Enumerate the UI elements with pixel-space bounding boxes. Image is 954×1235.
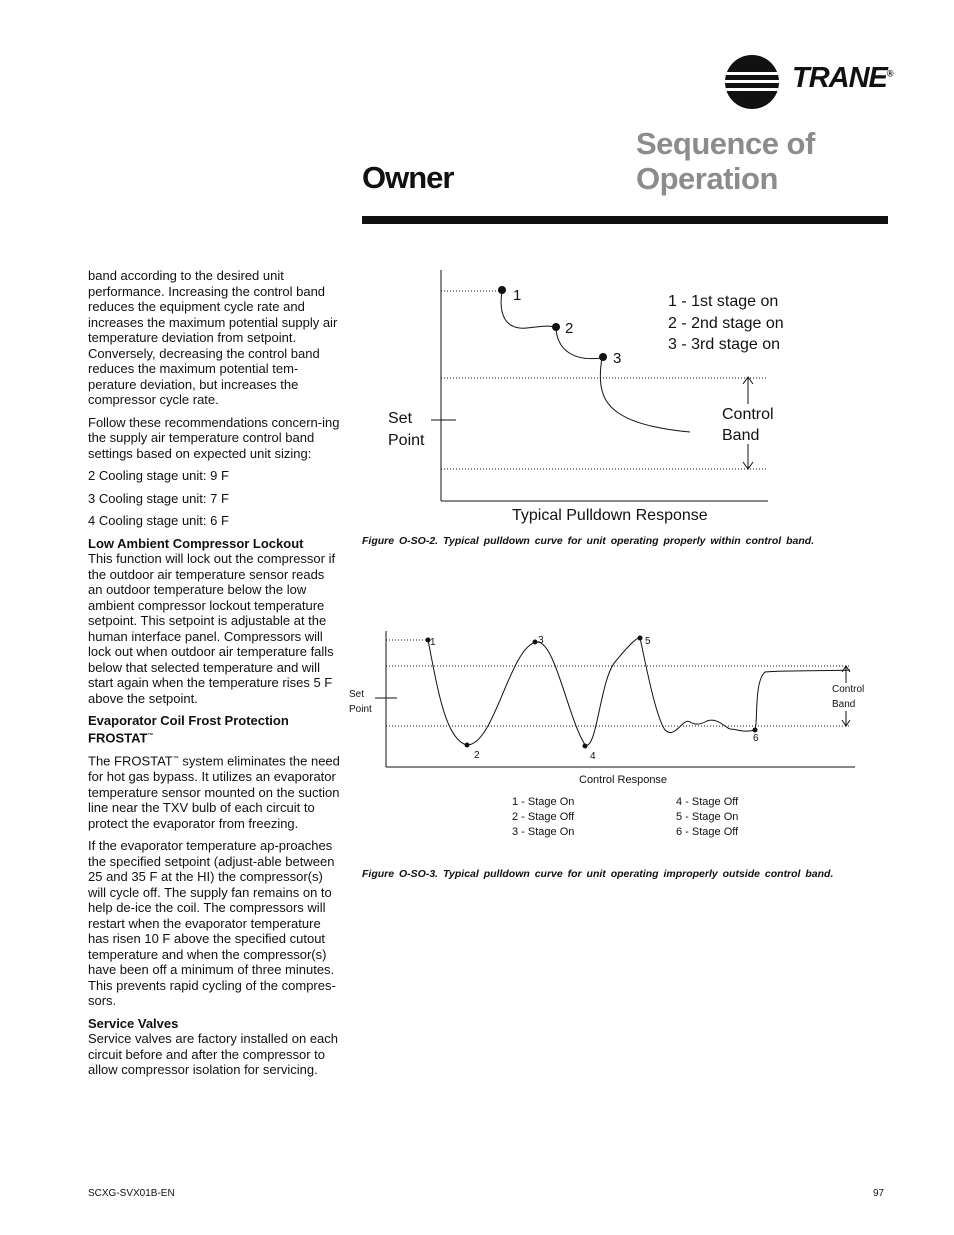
band-label-1: Control [722, 406, 774, 423]
point-2 [552, 323, 560, 331]
page-number: 97 [873, 1188, 885, 1199]
setpoint-label-1: Set [388, 410, 413, 427]
point-label-3: 3 [613, 350, 622, 367]
heading-valves: Service Valves [88, 1015, 179, 1031]
point-label-5: 5 [645, 636, 651, 647]
band-label-1: Control [832, 684, 865, 695]
figure-title: Typical Pulldown Response [512, 507, 708, 524]
pulldown-response-figure [362, 262, 888, 534]
figure-title: Control Response [579, 774, 668, 786]
figure-caption-2: Figure O-SO-3. Typical pulldown curve for unit operating improperly outside control band. [362, 868, 834, 880]
point-label-3: 3 [538, 635, 544, 646]
paragraph: Follow these recommendations concern-ing the supply air temperature control band settings based on expected unit sizing: [88, 414, 340, 461]
paragraph: If the evaporator temperature ap-proaches the specified setpoint (adjust-able between 25 and 35 F at the HI) the compressor(s) will cycle off. The supply fan remains on to help de-ice the coil. The compressors will restart when the evaporator temperature has risen 10 F above the specified cutout temperature and when the compressor(s) have been off a minimum of three minutes. This prevents rapid cycling of the compres-sors. [88, 838, 336, 1009]
paragraph: Service valves are factory installed on each circuit before and after the compressor to allow compressor isolation for servicing. [88, 1031, 339, 1078]
band-label-2: Band [832, 699, 856, 710]
legend-3: 3 - Stage On [512, 826, 575, 838]
point-3 [599, 353, 607, 361]
point-1 [498, 286, 506, 294]
setpoint-label-2: Point [349, 704, 372, 715]
legend-2: 2 - 2nd stage on [668, 315, 784, 332]
point-label-1: 1 [513, 287, 522, 304]
legend-1: 1 - Stage On [512, 796, 575, 808]
heading-frostat: FROSTAT™ [88, 729, 154, 745]
section-title: Sequence of Operation [636, 126, 815, 196]
point-label-6: 6 [753, 733, 759, 744]
recommendation: 3 Cooling stage unit: 7 F [88, 490, 229, 506]
trane-logo-icon [725, 55, 779, 109]
point-label-2: 2 [474, 750, 480, 761]
recommendation: 2 Cooling stage unit: 9 F [88, 468, 229, 483]
brand-logo-text: TRANE® [792, 62, 893, 94]
paragraph: The FROSTAT™ system eliminates the need for hot gas bypass. It utilizes an evaporator temperature sensor mounted on the suction line near the TXV bulb of each circuit to protect the evaporator from freezing. [88, 753, 340, 831]
setpoint-label-2: Point [388, 432, 425, 449]
point-label-4: 4 [590, 751, 596, 762]
legend-6: 6 - Stage Off [676, 826, 739, 838]
doc-id: SCXG-SVX01B-EN [88, 1188, 175, 1199]
point-label-1: 1 [430, 637, 436, 648]
heading-frost: Evaporator Coil Frost Protection [88, 713, 289, 728]
paragraph: band according to the desired unit performance. Increasing the control band reduces the equipment cycle rate and increases the maximum potential supply air temperature deviation from setpoint. Conversely, decreasing the control band reduces the maximum potential tem-perature deviation, but increases the compressor cycle rate. [88, 268, 338, 407]
page-title-owner: Owner [362, 160, 454, 195]
control-response-figure [345, 625, 885, 845]
paragraph: This function will lock out the compressor if the outdoor air temperature sensor reads an outdoor temperature below the low ambient compressor lockout temperature setpoint. This setpoint is adjustable at the human interface panel. Compressors will lock out when outdoor air temperature falls below that selected temperature and will start again when the temperature rises 5 F above the setpoint. [88, 551, 336, 706]
legend-1: 1 - 1st stage on [668, 293, 779, 310]
legend-2: 2 - Stage Off [512, 811, 575, 823]
recommendation: 4 Cooling stage unit: 6 F [88, 513, 229, 528]
point-label-2: 2 [565, 320, 574, 337]
figure-caption-1: Figure O-SO-2. Typical pulldown curve for unit operating properly within control band. [362, 535, 815, 547]
body-text-column [88, 268, 340, 1085]
legend-3: 3 - 3rd stage on [668, 336, 781, 353]
band-label-2: Band [722, 427, 760, 444]
header-rule [362, 216, 888, 224]
setpoint-label-1: Set [349, 689, 365, 700]
legend-5: 5 - Stage On [676, 811, 739, 823]
legend-4: 4 - Stage Off [676, 796, 739, 808]
heading-lockout: Low Ambient Compressor Lockout [88, 535, 304, 551]
